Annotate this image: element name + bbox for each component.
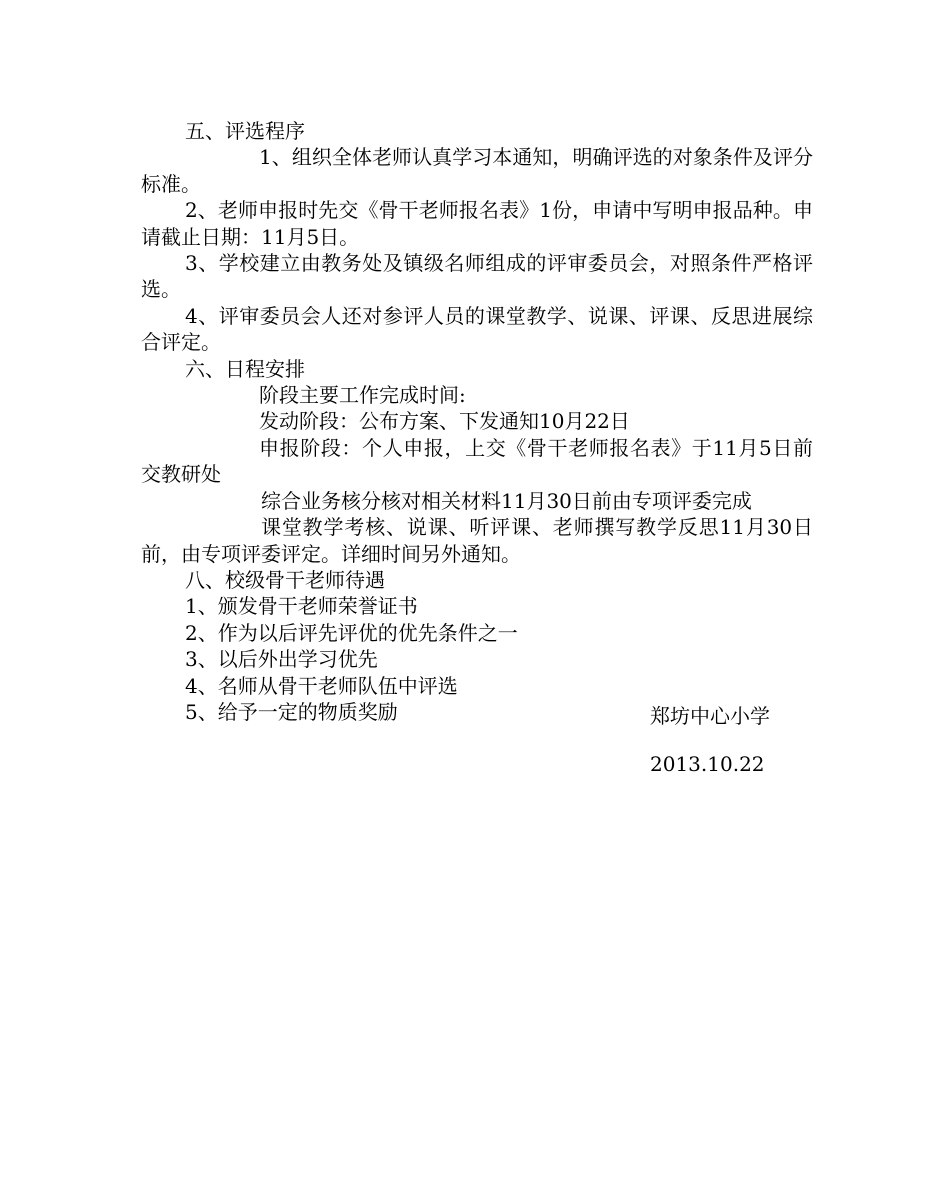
heading-selection-procedure: 五、评选程序 <box>185 119 305 143</box>
schedule-teaching-assessment: 课堂教学考核、说课、听评课、老师撰写教学反思11月30日前，由专项评委评定。详细时间另外通知。 <box>141 515 813 566</box>
document-body <box>141 118 813 725</box>
schedule-application-stage: 申报阶段：个人申报，上交《骨干老师报名表》于11月5日前交教研处 <box>141 435 813 487</box>
benefit-item-4: 4、名师从骨干老师队伍中评选 <box>185 673 458 698</box>
benefit-item-2: 2、作为以后评先评优的优先条件之一 <box>185 620 518 645</box>
benefit-item-5: 5、给予一定的物质奖励 <box>185 699 398 724</box>
signature-organization: 郑坊中心小学 <box>650 704 770 728</box>
schedule-launch-stage: 发动阶段：公布方案、下发通知10月22日 <box>259 409 630 434</box>
schedule-intro: 阶段主要工作完成时间: <box>259 383 466 408</box>
procedure-item-4: 4、评审委员会人还对参评人员的课堂教学、说课、评课、反思进展综合评定。 <box>141 303 813 355</box>
benefit-item-1: 1、颁发骨干老师荣誉证书 <box>185 594 418 619</box>
procedure-item-1: 1、组织全体老师认真学习本通知，明确评选的对象条件及评分标准。 <box>141 145 813 196</box>
heading-schedule: 六、日程安排 <box>185 356 305 381</box>
benefit-item-3: 3、以后外出学习优先 <box>185 647 378 672</box>
heading-benefits: 八、校级骨干老师待遇 <box>185 567 385 592</box>
signature-date: 2013.10.22 <box>650 752 765 776</box>
procedure-item-2: 2、老师申报时先交《骨干老师报名表》1份，申请中写明申报品种。申请截止日期：11月5日。 <box>141 198 813 249</box>
procedure-item-3: 3、学校建立由教务处及镇级名师组成的评审委员会，对照条件严格评选。 <box>141 251 813 302</box>
schedule-review-stage: 综合业务核分核对相关材料11月30日前由专项评委完成 <box>261 488 752 513</box>
